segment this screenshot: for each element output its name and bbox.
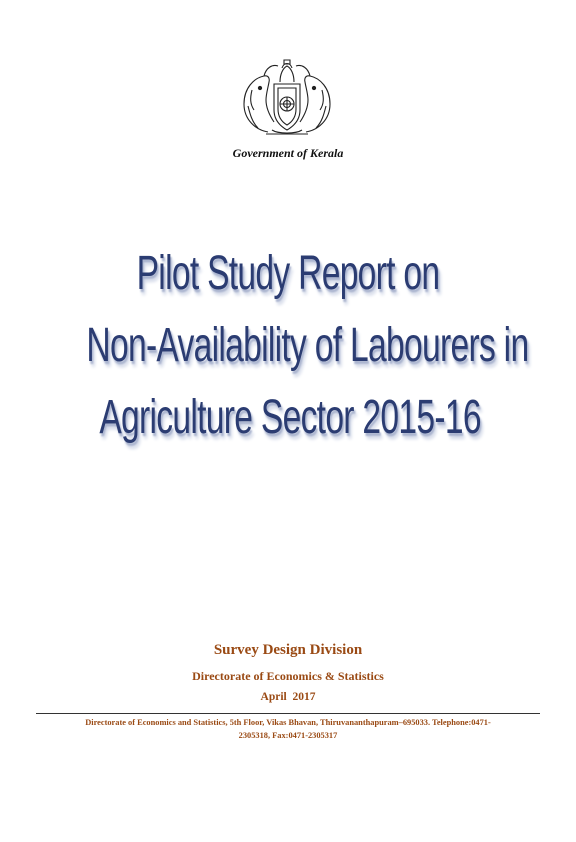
- footer-divider: [36, 713, 540, 714]
- address-line-1: Directorate of Economics and Statistics, 5th Floor, Vikas Bhavan, Thiruvananthapuram–695033. Telephone:0471-: [85, 718, 491, 727]
- title-line-3: Agriculture Sector 2015-16: [99, 391, 481, 444]
- publication-date: April 2017: [260, 691, 316, 703]
- government-label: Government of Kerala: [232, 146, 344, 160]
- report-title: [86, 238, 529, 454]
- title-line-1: Pilot Study Report on: [136, 247, 440, 300]
- address-block: [36, 716, 540, 742]
- address-line-2: 2305318, Fax:0471-2305317: [238, 731, 338, 740]
- kerala-emblem-icon: [238, 54, 336, 138]
- directorate-name: Directorate of Economics & Statistics: [192, 669, 384, 683]
- division-name: Survey Design Division: [213, 642, 363, 658]
- title-line-2: Non-Availability of Labourers in: [86, 319, 529, 372]
